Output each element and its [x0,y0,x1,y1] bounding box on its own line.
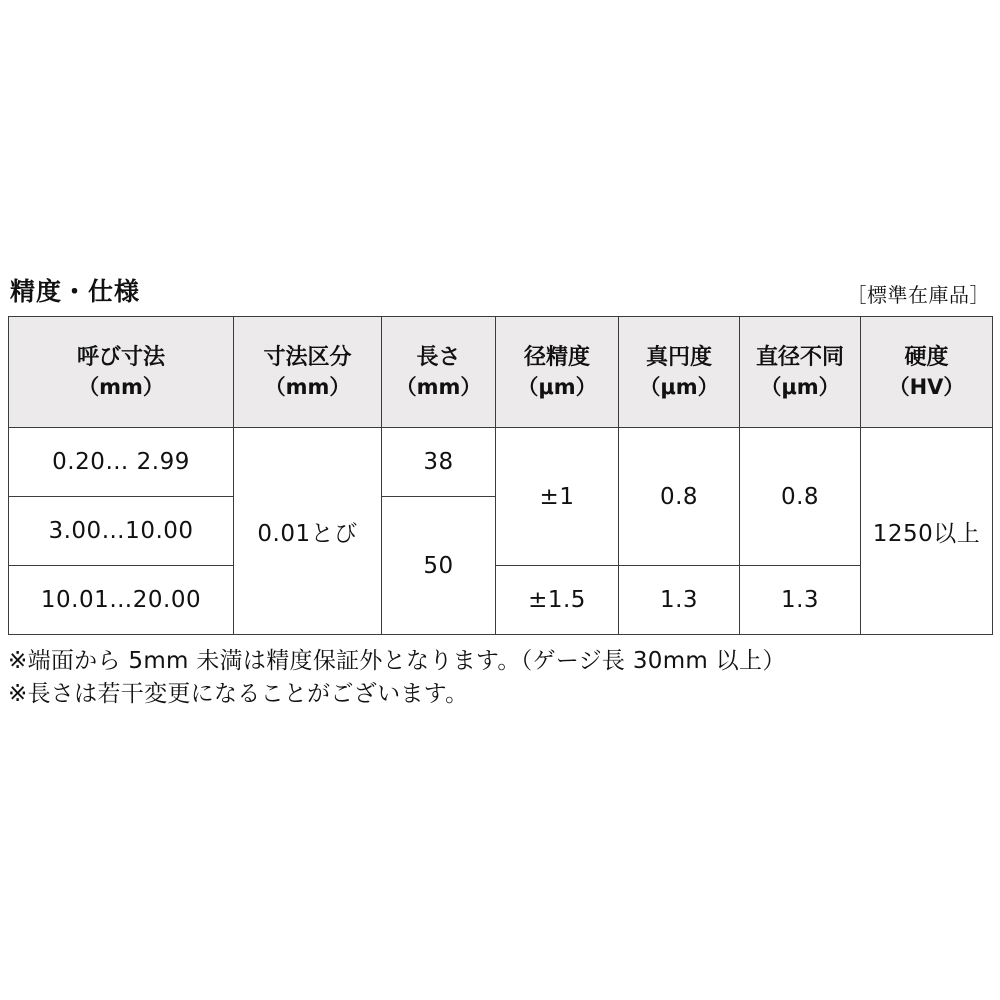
caption-row [8,272,992,316]
table-header [9,317,993,428]
specification-table [8,316,993,635]
column-header-sub: （mm） [78,374,164,399]
cell-diameter-variation: 0.8 [740,428,861,566]
cell-size-division: 0.01とび [234,428,382,635]
cell-length: 38 [382,428,496,497]
column-header-sub: （HV） [888,374,965,399]
column-header-main: 直径不同 [755,344,844,370]
cell-diameter-accuracy: ±1.5 [496,566,619,635]
column-header-sub: （μm） [760,374,840,399]
column-header-roundness [619,317,740,428]
column-header-sub: （μm） [517,374,597,399]
cell-nominal-size: 10.01…20.00 [9,566,234,635]
column-header-main: 呼び寸法 [76,344,165,370]
table-row [9,566,993,635]
cell-roundness: 0.8 [619,428,740,566]
page-title: 精度・仕様 [10,277,141,306]
table-header-row [9,317,993,428]
footnotes [8,635,992,712]
table-row [9,428,993,497]
column-header-hardness [861,317,993,428]
column-header-nominal-size [9,317,234,428]
spec-sheet [8,272,992,712]
column-header-diameter-accuracy [496,317,619,428]
column-header-size-division [234,317,382,428]
column-header-main: 硬度 [904,344,949,370]
column-header-sub: （μm） [639,374,719,399]
column-header-main: 長さ [416,344,461,370]
column-header-main: 真円度 [645,344,712,370]
stock-note: ［標準在庫品］ [846,283,990,307]
cell-roundness: 1.3 [619,566,740,635]
cell-nominal-size: 0.20… 2.99 [9,428,234,497]
column-header-diameter-variation [740,317,861,428]
column-header-main: 径精度 [523,344,590,370]
column-header-length [382,317,496,428]
column-header-main: 寸法区分 [263,344,352,370]
column-header-sub: （mm） [395,374,482,399]
footnote-item: ※端面から 5mm 未満は精度保証外となります。（ゲージ長 30mm 以上） [8,648,786,674]
cell-diameter-variation: 1.3 [740,566,861,635]
table-body [9,428,993,635]
cell-nominal-size: 3.00…10.00 [9,497,234,566]
cell-diameter-accuracy: ±1 [496,428,619,566]
cell-length: 50 [382,497,496,635]
column-header-sub: （mm） [264,374,351,399]
footnote-item: ※長さは若干変更になることがございます。 [8,681,469,708]
cell-hardness: 1250以上 [861,428,993,635]
